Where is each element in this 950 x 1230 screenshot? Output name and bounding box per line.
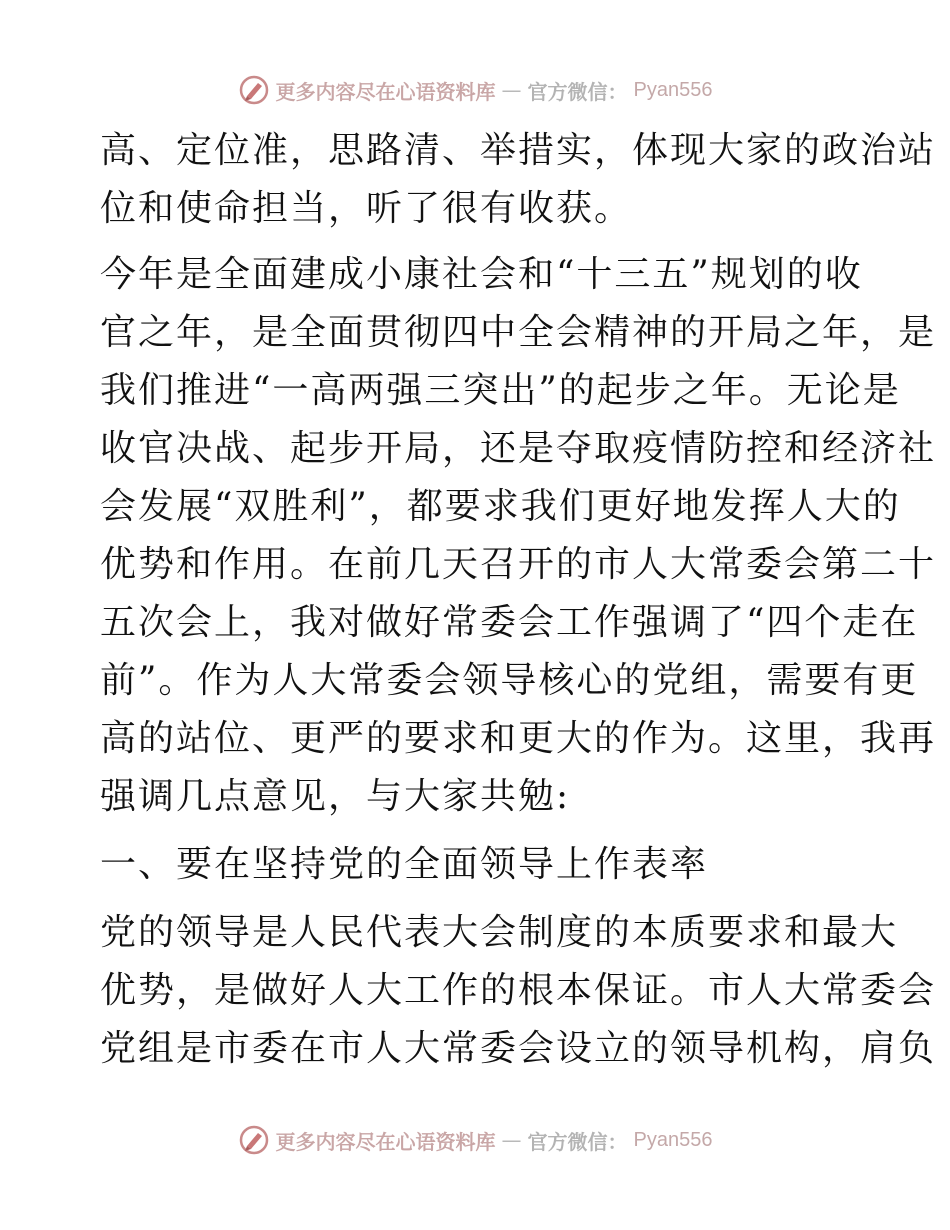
watermark-text: 更多内容尽在心语资料库 bbox=[275, 79, 496, 104]
body-line: 会发展“双胜利”，都要求我们更好地发挥人大的 bbox=[100, 486, 901, 527]
watermark-id: Pyan556 bbox=[633, 78, 713, 101]
body-line: 高的站位、更严的要求和更大的作为。这里，我再 bbox=[100, 718, 937, 759]
body-line: 官之年，是全面贯彻四中全会精神的开局之年，是 bbox=[100, 312, 937, 353]
body-line: 优势，是做好人大工作的根本保证。市人大常委会 bbox=[100, 970, 937, 1011]
watermark-separator: — bbox=[501, 1128, 522, 1152]
body-line: 五次会上，我对做好常委会工作强调了“四个走在 bbox=[100, 602, 919, 643]
body-line: 高、定位准，思路清、举措实，体现大家的政治站 bbox=[100, 130, 937, 171]
watermark-separator: — bbox=[501, 78, 522, 102]
watermark-id: Pyan556 bbox=[633, 1128, 713, 1151]
pen-logo-icon bbox=[238, 74, 270, 106]
pen-logo-icon bbox=[238, 1124, 270, 1156]
document-body bbox=[100, 122, 937, 1078]
watermark-header bbox=[0, 70, 950, 110]
body-line: 强调几点意见，与大家共勉: bbox=[100, 776, 571, 817]
body-line: 收官决战、起步开局，还是夺取疫情防控和经济社 bbox=[100, 428, 937, 469]
body-line: 前”。作为人大常委会领导核心的党组，需要有更 bbox=[100, 660, 919, 701]
watermark-label: 官方微信： bbox=[527, 79, 628, 104]
section-heading: 一、要在坚持党的全面领导上作表率 bbox=[100, 844, 709, 885]
watermark-label: 官方微信： bbox=[527, 1129, 628, 1154]
watermark-text: 更多内容尽在心语资料库 bbox=[275, 1129, 496, 1154]
body-line: 今年是全面建成小康社会和“十三五”规划的收 bbox=[100, 254, 863, 295]
body-line: 优势和作用。在前几天召开的市人大常委会第二十 bbox=[100, 544, 937, 585]
body-line: 我们推进“一高两强三突出”的起步之年。无论是 bbox=[100, 370, 901, 411]
watermark-footer bbox=[0, 1120, 950, 1160]
body-line: 位和使命担当，听了很有收获。 bbox=[100, 188, 633, 229]
body-line: 党的领导是人民代表大会制度的本质要求和最大 bbox=[100, 912, 899, 953]
body-line: 党组是市委在市人大常委会设立的领导机构，肩负 bbox=[100, 1028, 937, 1069]
